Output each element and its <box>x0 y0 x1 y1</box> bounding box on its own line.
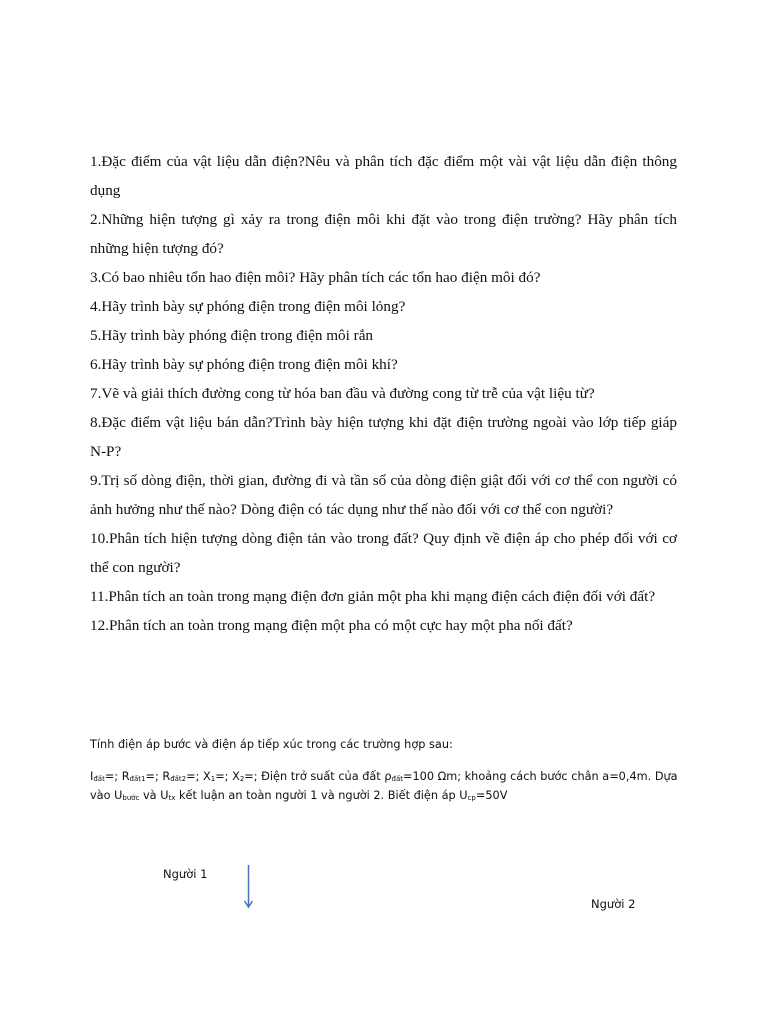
question-item: 7.Vẽ và giải thích đường cong từ hóa ban đầu và đường cong từ trễ của vật liệu từ? <box>90 385 595 402</box>
given-text: kết luận an toàn người 1 và người 2. Biết điện áp U <box>175 789 468 802</box>
given-subscript: tx <box>168 794 176 802</box>
given-text: =; R <box>104 770 130 783</box>
given-text: =100 Ωm; khoảng cách bước chân a=0,4m. Dựa vào U <box>90 770 678 802</box>
person-2-label: Người 2 <box>591 897 636 911</box>
given-subscript: đất <box>391 775 403 783</box>
question-item: 3.Có bao nhiêu tổn hao điện môi? Hãy phân tích các tổn hao điện môi đó? <box>90 269 541 286</box>
down-arrow-icon <box>240 864 258 912</box>
given-subscript: đất1 <box>129 775 146 783</box>
given-text: =; Điện trở suất của đất ρ <box>244 770 392 783</box>
question-item: 1.Đặc điểm của vật liệu dẫn điện?Nêu và phân tích đặc điểm một vài vật liệu dẫn điện thông dụng <box>90 153 677 199</box>
question-item: 10.Phân tích hiện tượng dòng điện tản vào trong đất? Quy định về điện áp cho phép đối với cơ thể con người? <box>90 530 677 576</box>
calc-given-data <box>90 767 680 805</box>
given-text: =50V <box>475 789 508 802</box>
question-item: 12.Phân tích an toàn trong mạng điện một pha có một cực hay một pha nối đất? <box>90 617 573 634</box>
given-text: =; R <box>145 770 171 783</box>
question-item: 4.Hãy trình bày sự phóng điện trong điện môi lỏng? <box>90 298 406 315</box>
given-subscript: 1 <box>210 775 216 783</box>
given-subscript: bước <box>122 794 140 802</box>
person-1-label: Người 1 <box>163 867 208 881</box>
question-item: 9.Trị số dòng điện, thời gian, đường đi và tần số của dòng điện giật đối với cơ thể con người có ảnh hưởng như thế nào? Dòng điện có tác dụng như thế nào đối với cơ thể con người? <box>90 472 677 518</box>
given-text: =; X <box>215 770 240 783</box>
given-text: =; X <box>186 770 211 783</box>
given-subscript: đất <box>93 775 105 783</box>
question-item: 8.Đặc điểm vật liệu bán dẫn?Trình bày hiện tượng khi đặt điện trường ngoài vào lớp tiếp giáp N-P? <box>90 414 677 460</box>
question-list <box>90 147 677 640</box>
given-text: và U <box>139 789 169 802</box>
question-item: 6.Hãy trình bày sự phóng điện trong điện môi khí? <box>90 356 398 373</box>
given-subscript: 2 <box>239 775 245 783</box>
question-item: 2.Những hiện tượng gì xảy ra trong điện môi khi đặt vào trong điện trường? Hãy phân tích những hiện tượng đó? <box>90 211 677 257</box>
question-item: 11.Phân tích an toàn trong mạng điện đơn giản một pha khi mạng điện cách điện đối với đất? <box>90 588 656 605</box>
given-subscript: cp <box>467 794 476 802</box>
calc-task-title: Tính điện áp bước và điện áp tiếp xúc trong các trường hợp sau: <box>90 738 453 751</box>
question-item: 5.Hãy trình bày phóng điện trong điện môi rắn <box>90 327 374 344</box>
given-subscript: đất2 <box>170 775 187 783</box>
given-text: I <box>90 770 94 783</box>
